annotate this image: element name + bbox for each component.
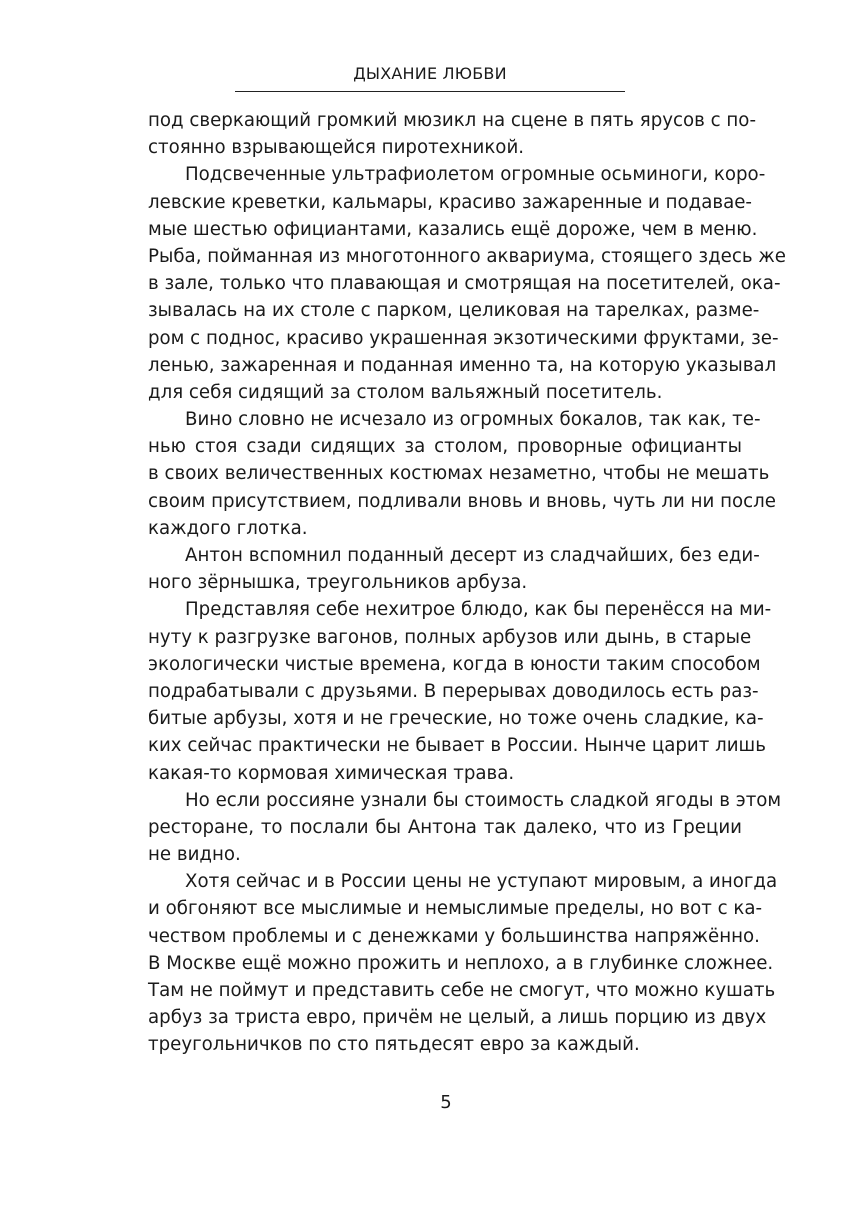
header-rule [235,91,625,92]
text-line: зывалась на их столе с парком, целиковая на тарелках, разме- [148,300,760,322]
text-line: каждого глотка. [148,517,308,539]
text-line: левские креветки, кальмары, красиво зажаренные и подавае- [148,191,752,213]
text-line: В Москве ещё можно прожить и неплохо, а в глубинке сложнее. [148,952,774,974]
text-line: какая-то кормовая химическая трава. [148,762,515,784]
text-line: ного зёрнышка, треугольников арбуза. [148,572,528,594]
text-line: Вино словно не исчезало из огромных бокалов, так как, те- [185,409,761,431]
text-line: Но если россияне узнали бы стоимость сладкой ягоды в этом [185,789,782,811]
paragraph [148,596,772,786]
text-line: Там не поймут и представить себе не смогут, что можно кушать [148,980,776,1001]
text-line: треугольничков по сто пятьдесят евро за каждый. [148,1034,640,1056]
text-line: нуту к разгрузке вагонов, полных арбузов или дынь, в старые [148,626,752,648]
text-line: арбуз за триста евро, причём не целый, а лишь порцию из двух [148,1007,767,1029]
body-text [148,107,786,1059]
text-line: Хотя сейчас и в России цены не уступают мировым, а иногда [185,871,778,893]
text-line: экологически чистые времена, когда в юности таким способом [148,653,761,675]
text-line: стоянно взрывающейся пиротехникой. [148,137,525,159]
text-line: в своих величественных костюмах незаметно, чтобы не мешать [148,463,770,485]
text-line: Рыба, пойманная из многотонного аквариума, стоящего здесь же [148,245,786,267]
text-line: битые арбузы, хотя и не греческие, но тоже очень сладкие, ка- [148,708,764,730]
text-line: Подсвеченные ультрафиолетом огромные осьминоги, коро- [185,164,766,186]
text-line: чеством проблемы и с денежками у большинства напряжённо. [148,925,760,947]
text-line: под сверкающий громкий мюзикл на сцене в пять ярусов с по- [148,110,757,131]
text-line: в зале, только что плавающая и смотрящая на посетителей, ока- [148,273,781,295]
text-line: ром с поднос, красиво украшенная экзотическими фруктами, зе- [148,327,779,349]
text-line: для себя сидящий за столом вальяжный посетитель. [148,381,663,403]
paragraph [148,787,782,869]
text-line: своим присутствием, подливали вновь и вновь, чуть ли ни после [148,490,776,512]
paragraph [148,868,778,1058]
text-line: ленью, зажаренная и поданная именно та, на которую указывал [148,354,777,376]
text-line: не видно. [148,844,241,866]
text-line: подрабатывали с друзьями. В перерывах доводилось есть раз- [148,680,759,702]
page-number: 5 [440,1092,452,1113]
text-line: и обгоняют все мыслимые и немыслимые пределы, но вот с ка- [148,898,763,920]
running-title: ДЫХАНИЕ ЛЮБВИ [353,64,507,83]
text-line: Представляя себе нехитрое блюдо, как бы перенёсся на ми- [185,599,772,621]
text-line: нью стоя сзади сидящих за столом, проворные официанты [148,436,742,458]
paragraph [148,107,757,161]
paragraph [148,161,786,406]
text-line: ресторане, то послали бы Антона так далеко, что из Греции [148,816,742,838]
paragraph [148,406,776,542]
paragraph [148,542,760,596]
text-line: ких сейчас практически не бывает в России. Нынче царит лишь [148,735,766,757]
text-line: мые шестью официантами, казались ещё дороже, чем в меню. [148,218,758,240]
text-line: Антон вспомнил поданный десерт из сладчайших, без еди- [185,545,760,566]
